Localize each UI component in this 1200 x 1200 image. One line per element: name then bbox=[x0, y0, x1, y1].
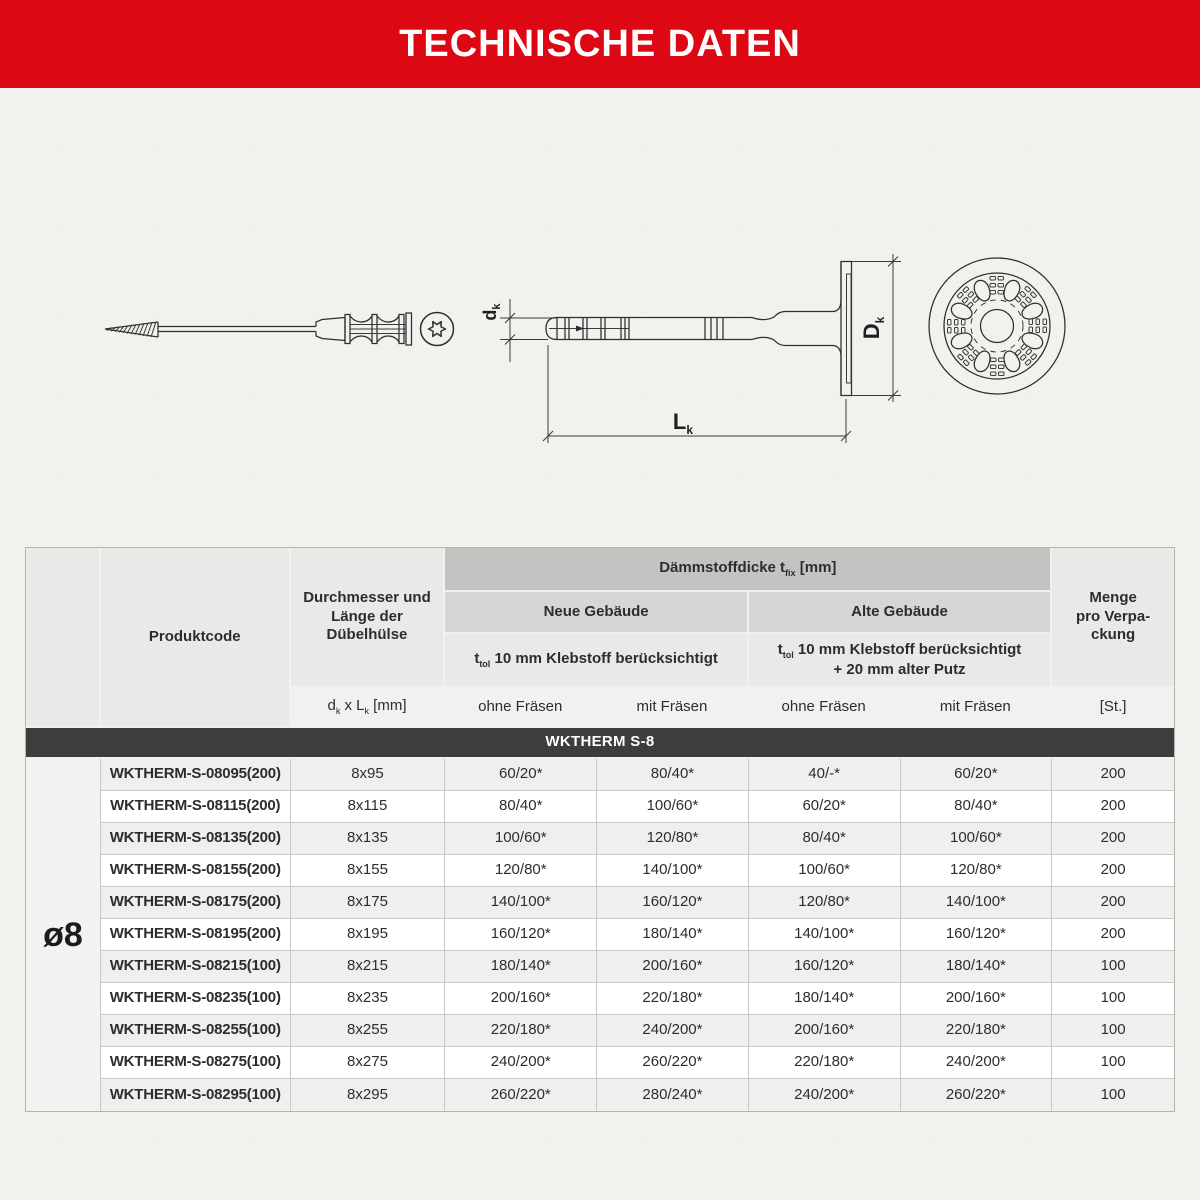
subheader-alte-mit: mit Fräsen bbox=[901, 688, 1053, 728]
cell-qty: 100 bbox=[1052, 1015, 1174, 1047]
cell-code: WKTHERM-S-08155(200) bbox=[101, 855, 291, 887]
col-header-neue-gebaeude: Neue Gebäude bbox=[445, 592, 748, 634]
cell-neu-mit: 160/120* bbox=[597, 887, 749, 919]
cell-neu-ohne: 200/160* bbox=[445, 983, 597, 1015]
diameter-group-label: ø8 bbox=[26, 759, 101, 1111]
cell-code: WKTHERM-S-08175(200) bbox=[101, 887, 291, 919]
cell-neu-mit: 240/200* bbox=[597, 1015, 749, 1047]
cell-alt-mit: 120/80* bbox=[901, 855, 1053, 887]
table-row bbox=[26, 1047, 1174, 1079]
cell-code: WKTHERM-S-08095(200) bbox=[101, 759, 291, 791]
cell-alt-ohne: 200/160* bbox=[749, 1015, 901, 1047]
cell-alt-ohne: 120/80* bbox=[749, 887, 901, 919]
cell-qty: 200 bbox=[1052, 855, 1174, 887]
table-row bbox=[26, 1079, 1174, 1111]
header-row-1 bbox=[26, 548, 1174, 592]
cell-qty: 100 bbox=[1052, 951, 1174, 983]
cell-alt-mit: 60/20* bbox=[901, 759, 1053, 791]
cell-neu-ohne: 60/20* bbox=[445, 759, 597, 791]
cell-size: 8x235 bbox=[291, 983, 446, 1015]
cell-neu-mit: 80/40* bbox=[597, 759, 749, 791]
cell-neu-ohne: 220/180* bbox=[445, 1015, 597, 1047]
cell-size: 8x175 bbox=[291, 887, 446, 919]
cell-neu-mit: 180/140* bbox=[597, 919, 749, 951]
cell-alt-ohne: 240/200* bbox=[749, 1079, 901, 1111]
cell-code: WKTHERM-S-08115(200) bbox=[101, 791, 291, 823]
cell-code: WKTHERM-S-08295(100) bbox=[101, 1079, 291, 1111]
cell-size: 8x135 bbox=[291, 823, 446, 855]
cell-alt-ohne: 220/180* bbox=[749, 1047, 901, 1079]
subheader-alte-ohne: ohne Fräsen bbox=[749, 688, 901, 728]
cell-neu-ohne: 80/40* bbox=[445, 791, 597, 823]
col-header-alte-gebaeude: Alte Gebäude bbox=[749, 592, 1052, 634]
cell-neu-mit: 100/60* bbox=[597, 791, 749, 823]
cell-neu-mit: 220/180* bbox=[597, 983, 749, 1015]
cell-neu-ohne: 180/140* bbox=[445, 951, 597, 983]
screw-drawing bbox=[105, 313, 412, 345]
subheader-neue-ohne: ohne Fräsen bbox=[445, 688, 597, 728]
cell-size: 8x195 bbox=[291, 919, 446, 951]
cell-size: 8x155 bbox=[291, 855, 446, 887]
cell-qty: 200 bbox=[1052, 791, 1174, 823]
cell-code: WKTHERM-S-08275(100) bbox=[101, 1047, 291, 1079]
table-row bbox=[26, 951, 1174, 983]
cell-neu-ohne: 160/120* bbox=[445, 919, 597, 951]
cell-size: 8x295 bbox=[291, 1079, 446, 1111]
section-header: WKTHERM S-8 bbox=[26, 728, 1174, 759]
table-row bbox=[26, 1015, 1174, 1047]
col-header-ttol-neue: $t_{tol}$ 10 mm Klebstoff berücksichtigt bbox=[445, 634, 748, 688]
cell-neu-ohne: 140/100* bbox=[445, 887, 597, 919]
title-banner bbox=[0, 0, 1200, 88]
cell-qty: 200 bbox=[1052, 887, 1174, 919]
section-header-row bbox=[26, 728, 1174, 759]
cell-code: WKTHERM-S-08135(200) bbox=[101, 823, 291, 855]
cell-neu-mit: 200/160* bbox=[597, 951, 749, 983]
cell-neu-ohne: 260/220* bbox=[445, 1079, 597, 1111]
cell-size: 8x215 bbox=[291, 951, 446, 983]
cell-qty: 200 bbox=[1052, 823, 1174, 855]
technical-data-table bbox=[25, 547, 1175, 1112]
cell-alt-mit: 100/60* bbox=[901, 823, 1053, 855]
torx-head-drawing bbox=[421, 313, 454, 346]
cell-alt-ohne: 160/120* bbox=[749, 951, 901, 983]
col-header-menge: Menge pro Verpa- ckung bbox=[1052, 548, 1174, 688]
dowel-drawing bbox=[480, 254, 901, 443]
subheader-st: [St.] bbox=[1052, 688, 1174, 728]
Dk-dimension-label: $D_k$ bbox=[859, 316, 887, 340]
cell-code: WKTHERM-S-08255(100) bbox=[101, 1015, 291, 1047]
cell-size: 8x95 bbox=[291, 759, 446, 791]
table-row bbox=[26, 759, 1174, 791]
table-row bbox=[26, 887, 1174, 919]
cell-neu-mit: 140/100* bbox=[597, 855, 749, 887]
cell-alt-mit: 140/100* bbox=[901, 887, 1053, 919]
cell-alt-ohne: 40/-* bbox=[749, 759, 901, 791]
cell-qty: 200 bbox=[1052, 919, 1174, 951]
cell-size: 8x255 bbox=[291, 1015, 446, 1047]
cell-neu-ohne: 100/60* bbox=[445, 823, 597, 855]
cell-alt-mit: 260/220* bbox=[901, 1079, 1053, 1111]
subheader-dk-lk: $d_k$ x $L_k$ [mm] bbox=[291, 688, 446, 728]
cell-code: WKTHERM-S-08215(100) bbox=[101, 951, 291, 983]
corner-cell bbox=[26, 548, 101, 728]
cell-alt-mit: 80/40* bbox=[901, 791, 1053, 823]
col-header-produktcode: Produktcode bbox=[101, 548, 291, 728]
table-row bbox=[26, 823, 1174, 855]
table-row bbox=[26, 855, 1174, 887]
dk-dimension-label: $d_k$ bbox=[480, 303, 503, 321]
cell-neu-mit: 260/220* bbox=[597, 1047, 749, 1079]
cell-qty: 100 bbox=[1052, 983, 1174, 1015]
cell-qty: 200 bbox=[1052, 759, 1174, 791]
col-header-durchmesser: Durchmesser und Länge der Dübelhülse bbox=[291, 548, 446, 688]
cell-alt-mit: 240/200* bbox=[901, 1047, 1053, 1079]
cell-neu-mit: 280/240* bbox=[597, 1079, 749, 1111]
plate-top-view-drawing bbox=[929, 258, 1065, 394]
col-header-ttol-alte: $t_{tol}$ 10 mm Klebstoff berücksichtigt + 20 mm alter Putz bbox=[749, 634, 1052, 688]
cell-size: 8x115 bbox=[291, 791, 446, 823]
cell-alt-mit: 220/180* bbox=[901, 1015, 1053, 1047]
technical-drawing bbox=[0, 225, 1200, 475]
cell-neu-ohne: 240/200* bbox=[445, 1047, 597, 1079]
cell-alt-ohne: 60/20* bbox=[749, 791, 901, 823]
cell-qty: 100 bbox=[1052, 1047, 1174, 1079]
cell-alt-mit: 180/140* bbox=[901, 951, 1053, 983]
table-row bbox=[26, 983, 1174, 1015]
page-title: TECHNISCHE DATEN bbox=[399, 22, 801, 65]
cell-alt-ohne: 100/60* bbox=[749, 855, 901, 887]
table-row bbox=[26, 919, 1174, 951]
cell-alt-mit: 160/120* bbox=[901, 919, 1053, 951]
table-row bbox=[26, 791, 1174, 823]
col-header-daemmstoffdicke: Dämmstoffdicke $t_{fix}$ [mm] bbox=[445, 548, 1052, 592]
cell-neu-ohne: 120/80* bbox=[445, 855, 597, 887]
cell-alt-mit: 200/160* bbox=[901, 983, 1053, 1015]
cell-alt-ohne: 80/40* bbox=[749, 823, 901, 855]
cell-qty: 100 bbox=[1052, 1079, 1174, 1111]
cell-alt-ohne: 180/140* bbox=[749, 983, 901, 1015]
cell-neu-mit: 120/80* bbox=[597, 823, 749, 855]
lk-dimension-label: $L_k$ bbox=[672, 409, 694, 437]
cell-code: WKTHERM-S-08195(200) bbox=[101, 919, 291, 951]
cell-code: WKTHERM-S-08235(100) bbox=[101, 983, 291, 1015]
subheader-neue-mit: mit Fräsen bbox=[597, 688, 749, 728]
cell-alt-ohne: 140/100* bbox=[749, 919, 901, 951]
cell-size: 8x275 bbox=[291, 1047, 446, 1079]
